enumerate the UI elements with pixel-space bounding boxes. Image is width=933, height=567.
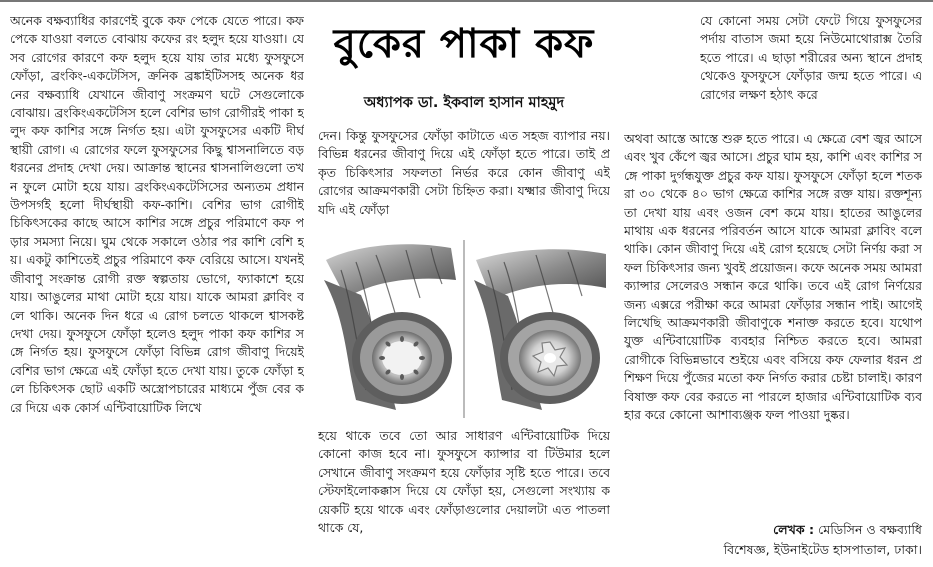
column-3-top-text: যে কোনো সময় সেটা ফেটে গিয়ে ফুসফুসের পর্দায় বাতাস জমা হয়ে নিউমোথোরাক্স তৈরি হতে পারে। এ ছাড়া শরীরের অন্য স্থানে প্রদাহ থেকেও ফুসফুসে ফোঁড়ার জন্ম হতে পারে। এ রোগের লক্ষণ হঠাৎ করে (700, 13, 922, 102)
page-top-rule (0, 0, 933, 2)
article-column-3-top (700, 12, 922, 132)
article-headline: বুকের পাকা কফ (333, 20, 595, 67)
byline-label: লেখক : (773, 522, 815, 537)
byline-specialty: মেডিসিন ও বক্ষব্যাধি (818, 522, 922, 537)
airway-illustration (316, 240, 612, 418)
article-column-2-top (318, 127, 610, 237)
byline-first-line (624, 520, 922, 540)
article-column-1 (10, 12, 304, 564)
column-1-text: অনেক বক্ষব্যাধির কারণেই বুকে কফ পেকে যেতে পারে। কফ পেকে যাওয়া বলতে বোঝায় কফের রং হলুদ হয়ে যাওয়া। যে সব রোগের কারণে কফ হলুদ হয়ে যায় তার মধ্যে ফুসফুসে ফোঁড়া, ব্রংকিং-একটেসিস, ক্রনিক ব্রঙ্কাইটিসসহ অনেক ধরনের বক্ষব্যাধি যেখানে জীবাণু সংক্রমণ ঘটে সেগুলোকে বোঝায়। ব্রংকিংএকটেসিস হলে বেশির ভাগ রোগীরই পাকা হলুদ কফ কাশির সঙ্গে নির্গত হয়। এটা ফুসফুসের একটি দীর্ঘস্থায়ী রোগ। এ রোগের ফলে ফুসফুসের কিছু শ্বাসনালিতে বড় ধরনের প্রদাহ দেখা দেয়। আক্রান্ত স্থানের শ্বাসনালিগুলো তখন ফুলে মোটা হয়ে যায়। ব্রংকিংএকটেসিসের অন্যতম প্রধান উপসর্গই হলো দীর্ঘস্থায়ী কফ-কাশি। বেশির ভাগ রোগীই চিকিৎসকের কাছে আসে কাশির সঙ্গে প্রচুর পরিমাণে কফ পড়ার সমস্যা নিয়ে। ঘুম থেকে সকালে ওঠার পর কাশি বেশি হয়। একটু কাশিতেই প্রচুর পরিমাণে কফ বেরিয়ে আসে। যখনই জীবাণু সংক্রান্ত রোগী রক্ত স্বল্পতায় ভোগে, ফ্যাকাশে হয়ে যায়। আঙুলের মাথা মোটা হয়ে যায়। যাকে আমরা ক্লাবিং বলে থাকি। অনেক দিন ধরে এ রোগ চলতে থাকলে শ্বাসকষ্ট দেখা দেয়। ফুসফুসে ফোঁড়া হলেও হলুদ পাকা কফ কাশির সঙ্গে নির্গত হয়। ফুসফুসে ফোঁড়া বিভিন্ন রোগ জীবাণু দিয়েই বেশির ভাগ ক্ষেত্রে এই ফোঁড়া হতে দেখা যায়। তুকে ফোঁড়া হলে চিকিৎসক ছোট একটি অস্ত্রোপচারের মাধ্যমে পুঁজ বের করে দিয়ে এক কোর্স এন্টিবায়োটিক লিখে (10, 13, 304, 415)
column-2-top-text: দেন। কিন্তু ফুসফুসের ফোঁড়া কাটাতে এত সহজ ব্যাপার নয়। বিভিন্ন ধরনের জীবাণু দিয়ে এই ফোঁড়া হতে পারে। তাই প্রকৃত চিকিৎসার সফলতা নির্ভর করে কোন জীবাণু এই রোগের আক্রমণকারী সেটা চিহ্নিত করা। যক্ষ্মার জীবাণু দিয়ে যদি এই ফোঁড়া (318, 128, 610, 217)
column-2-bottom-text: হয়ে থাকে তবে তো আর সাধারণ এন্টিবায়োটিক দিয়ে কোনো কাজ হবে না। ফুসফুসে ক্যান্সার বা টিউমার হলে সেখানে জীবাণু সংক্রমণ হয়ে ফোঁড়ার সৃষ্টি হতে পারে। তবে স্টেফাইলোকক্কাস দিয়ে যে ফোঁড়া হয়, সেগুলো সংখ্যায় কয়েকটি হয়ে থাকে এবং ফোঁড়াগুলোর দেয়ালটা এত পাতলা থাকে যে, (318, 428, 610, 536)
article-author: অধ্যাপক ডা. ইকবাল হাসান মাহমুদ (363, 95, 565, 111)
article-column-2-bottom (318, 427, 610, 562)
byline-affiliation: বিশেষজ্ঞ, ইউনাইটেড হাসপাতাল, ঢাকা। (723, 542, 922, 557)
article-column-3-main (624, 130, 922, 540)
author-byline (624, 520, 922, 564)
column-3-main-text: অথবা আস্তে আস্তে শুরু হতে পারে। এ ক্ষেত্রে বেশ জ্বর আসে এবং খুব কেঁপে জ্বর আসে। প্রচুর ঘাম হয়, কাশি এবং কাশির সঙ্গে পাকা দুর্গন্ধযুক্ত প্রচুর কফ যায়। ফুসফুসে ফোঁড়া হলে শতকরা ৩০ থেকে ৪০ ভাগ ক্ষেত্রে কাশির সঙ্গে রক্ত যায়। রক্তশূন্যতা দেখা যায় এবং ওজন বেশ কমে যায়। হাতের আঙুলের মাথায় এক ধরনের পরিবর্তন আসে যাকে আমরা ক্লাবিং বলে থাকি। কোন জীবাণু দিয়ে এই রোগ হয়েছে সেটা নির্ণয় করা সফল চিকিৎসার জন্য খুবই প্রয়োজন। কফে অনেক সময় আমরা ক্যান্সার সেলেরও সন্ধান করে থাকি। তবে এই রোগ নির্ণয়ের জন্য এক্সরে পরীক্ষা করে আমরা ফোঁড়ার সন্ধান পাই। আগেই লিখেছি আক্রমণকারী জীবাণুকে শনাক্ত করতে হবে। যথোপযুক্ত এন্টিবায়োটিক ব্যবহার নিশ্চিত করতে হবে। আমরা রোগীকে বিভিন্নভাবে শুইয়ে এবং বসিয়ে কফ ফেলার ধরন প্রশিক্ষণ দিয়ে পুঁজের মতো কফ নির্গত করার চেষ্টা চালাই। কারণ বিষাক্ত কফ বের করতে না পারলে হাজার এন্টিবায়োটিক ব্যবহার করে কোনো আশাব্যঞ্জক ফল পাওয়া দুষ্কর। (624, 131, 922, 423)
